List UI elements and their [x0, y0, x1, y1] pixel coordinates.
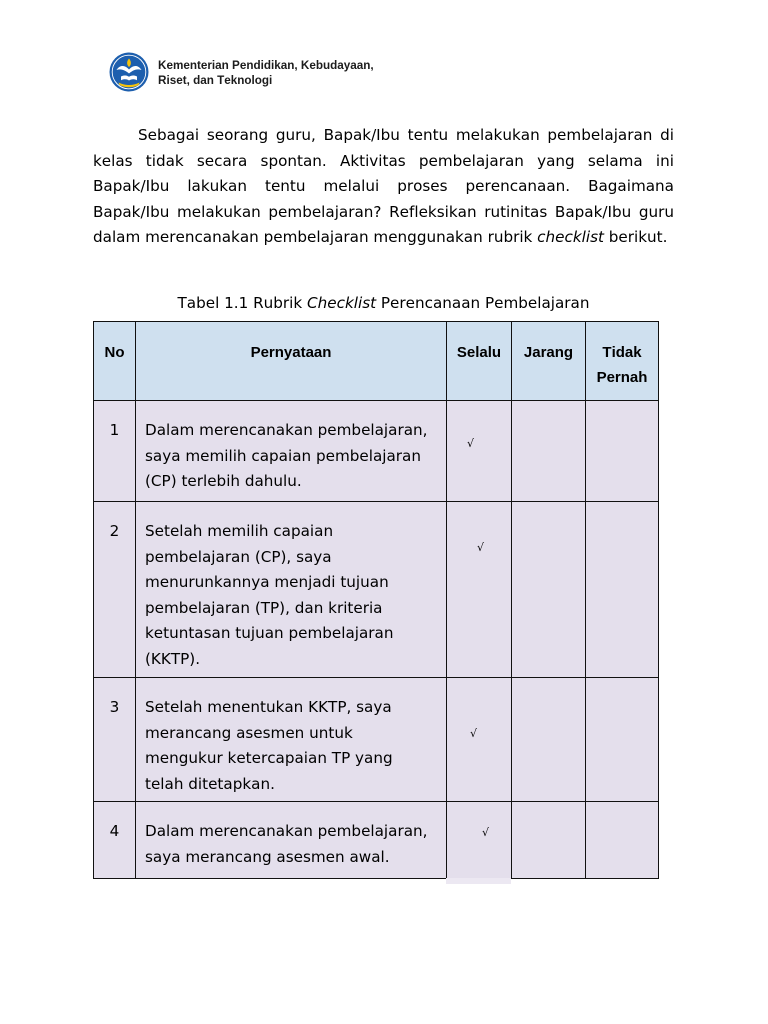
selalu-cell — [447, 678, 512, 802]
tidak-pernah-cell — [586, 502, 659, 678]
table-row — [94, 678, 659, 802]
jarang-cell — [512, 678, 586, 802]
row-number: 3 — [94, 678, 136, 802]
rubric-table-container — [93, 321, 659, 885]
kemdikbud-emblem-icon — [108, 52, 150, 92]
row-statement: Dalam merencanakan pembelajaran, saya merancang asesmen awal. — [136, 802, 447, 879]
row-statement: Setelah menentukan KKTP, saya merancang asesmen untuk mengukur ketercapaian TP yang telah ditetapkan. — [136, 678, 447, 802]
row-number: 1 — [94, 401, 136, 502]
intro-italic-term: checklist — [537, 228, 604, 246]
selalu-check-mark: √ — [467, 437, 475, 450]
selalu-check-mark: √ — [477, 541, 485, 554]
intro-text: Sebagai seorang guru, Bapak/Ibu tentu melakukan pembelajaran di kelas tidak secara spontan. Aktivitas pembelajaran yang selama ini Bapak/Ibu lakukan tentu melalui proses perencanaan. Bagaimana Bapak/Ibu melakukan pembelajaran? Refleksikan rutinitas Bapak/Ibu guru dalam merencanakan pembelajaran menggunakan rubrik — [93, 126, 674, 246]
column-header-pernyataan: Pernyataan — [136, 322, 447, 401]
row-statement: Setelah memilih capaian pembelajaran (CP), saya menurunkannya menjadi tujuan pembelajaran (TP), dan kriteria ketuntasan tujuan pembelajaran (KKTP). — [136, 502, 447, 678]
selalu-cell — [447, 502, 512, 678]
row-statement: Dalam merencanakan pembelajaran, saya memilih capaian pembelajaran (CP) terlebih dahulu. — [136, 401, 447, 502]
jarang-cell — [512, 502, 586, 678]
table-row — [94, 401, 659, 502]
selalu-check-mark: √ — [470, 727, 478, 740]
ministry-name-line-1: Kementerian Pendidikan, Kebudayaan, — [158, 59, 374, 72]
table-caption — [93, 291, 674, 317]
selalu-cell — [447, 802, 512, 879]
column-header-tidak-pernah: Tidak Pernah — [586, 322, 659, 401]
table-header-row — [94, 322, 659, 401]
selalu-cell — [447, 401, 512, 502]
ministry-name — [158, 58, 374, 88]
rubric-checklist-table — [93, 321, 659, 879]
tidak-pernah-cell — [586, 678, 659, 802]
tidak-pernah-cell — [586, 802, 659, 879]
row-number: 4 — [94, 802, 136, 879]
column-header-selalu: Selalu — [447, 322, 512, 401]
tidak-pernah-cell — [586, 401, 659, 502]
table-row — [94, 502, 659, 678]
caption-text: Tabel 1.1 Rubrik — [177, 294, 308, 312]
intro-paragraph — [93, 123, 674, 251]
selalu-check-mark: √ — [482, 826, 490, 839]
row-number: 2 — [94, 502, 136, 678]
caption-italic-term: Checklist — [307, 294, 377, 312]
column-header-no: No — [94, 322, 136, 401]
table-row — [94, 802, 659, 879]
column-header-jarang: Jarang — [512, 322, 586, 401]
ministry-name-line-2: Riset, dan Teknologi — [158, 74, 273, 87]
selalu-column-shadow — [446, 878, 511, 884]
caption-text-end: Perencanaan Pembelajaran — [376, 294, 590, 312]
jarang-cell — [512, 401, 586, 502]
letterhead — [108, 52, 388, 92]
intro-text-end: berikut. — [603, 228, 668, 246]
jarang-cell — [512, 802, 586, 879]
